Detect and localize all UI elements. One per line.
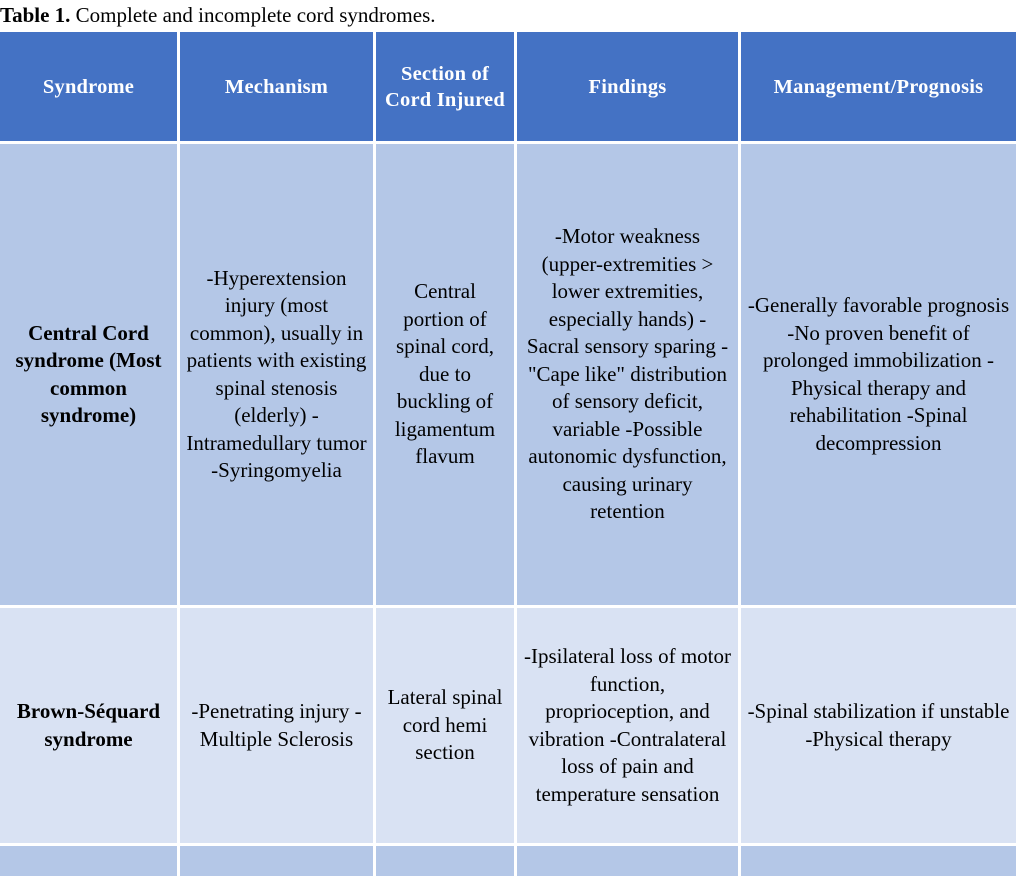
cell-syndrome: Brown-Séquard syndrome xyxy=(0,608,180,846)
cell-syndrome xyxy=(0,846,180,876)
column-header-management-prognosis: Management/Prognosis xyxy=(741,32,1016,144)
cell-management xyxy=(741,846,1016,876)
table-caption-text: Complete and incomplete cord syndromes. xyxy=(70,3,436,27)
cord-syndromes-table xyxy=(0,32,1016,876)
cell-findings xyxy=(517,846,741,876)
cell-findings: -Ipsilateral loss of motor function, proprioception, and vibration -Contralateral loss of pain and temperature sensation xyxy=(517,608,741,846)
cell-mechanism: -Hyperextension injury (most common), usually in patients with existing spinal stenosis (elderly) -Intramedullary tumor -Syringomyelia xyxy=(180,144,376,608)
cell-section xyxy=(376,846,517,876)
cell-findings: -Motor weakness (upper-extremities > lower extremities, especially hands) -Sacral sensory sparing -"Cape like" distribution of sensory deficit, variable -Possible autonomic dysfunction, causing urinary retention xyxy=(517,144,741,608)
cord-syndromes-table-container xyxy=(0,32,1016,876)
table-caption xyxy=(0,0,1024,32)
cell-section: Lateral spinal cord hemi section xyxy=(376,608,517,846)
cell-section: Central portion of spinal cord, due to buckling of ligamentum flavum xyxy=(376,144,517,608)
table-header-row xyxy=(0,32,1016,144)
cell-mechanism xyxy=(180,846,376,876)
cell-mechanism: -Penetrating injury -Multiple Sclerosis xyxy=(180,608,376,846)
table-caption-label: Table 1. xyxy=(0,3,71,27)
table-row xyxy=(0,608,1016,846)
column-header-syndrome: Syndrome xyxy=(0,32,180,144)
table-header xyxy=(0,32,1016,144)
column-header-section-of-cord-injured: Section of Cord Injured xyxy=(376,32,517,144)
cell-management: -Generally favorable prognosis -No proven benefit of prolonged immobilization -Physical therapy and rehabilitation -Spinal decompression xyxy=(741,144,1016,608)
column-header-findings: Findings xyxy=(517,32,741,144)
column-header-mechanism: Mechanism xyxy=(180,32,376,144)
table-row xyxy=(0,846,1016,876)
cell-management: -Spinal stabilization if unstable -Physical therapy xyxy=(741,608,1016,846)
table-body xyxy=(0,144,1016,876)
table-row xyxy=(0,144,1016,608)
cell-syndrome: Central Cord syndrome (Most common syndrome) xyxy=(0,144,180,608)
